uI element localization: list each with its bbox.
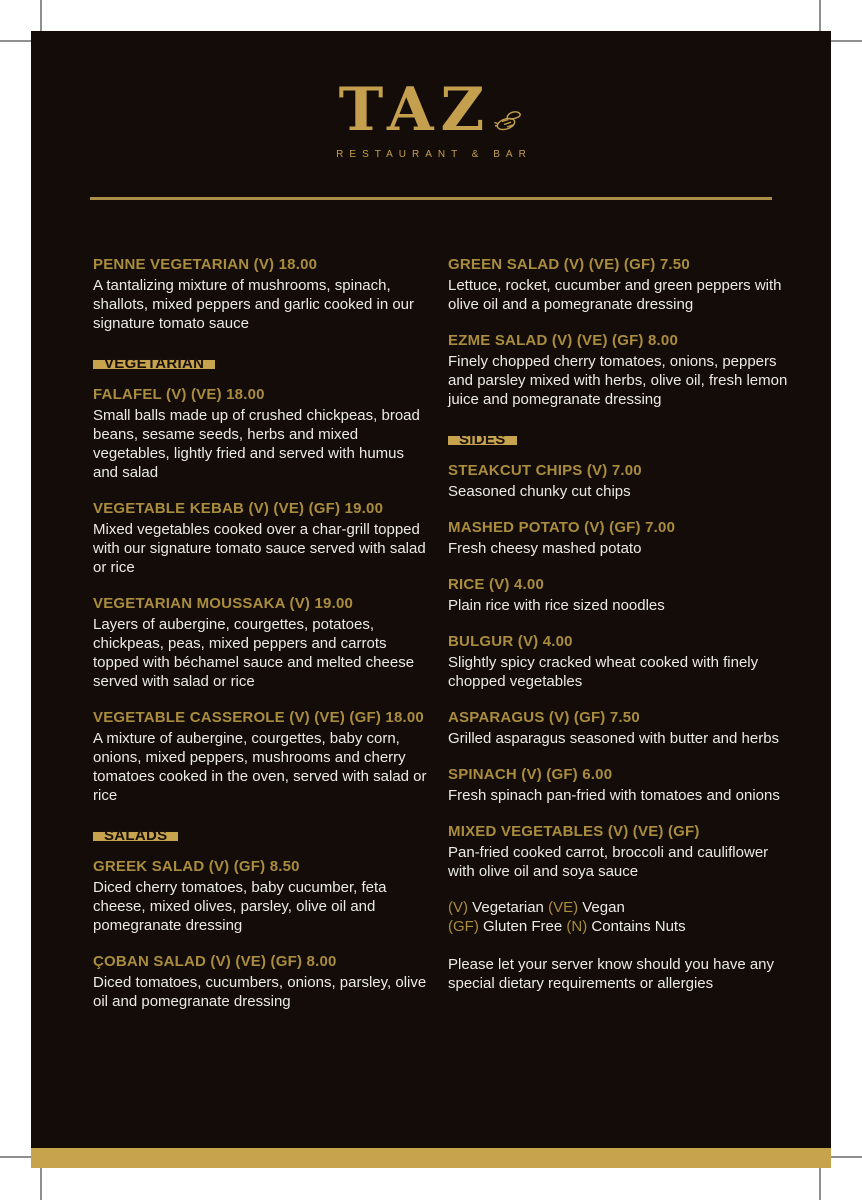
menu-item-spinach: [448, 765, 798, 805]
menu-item-asparagus: [448, 708, 798, 748]
logo-subtitle: RESTAURANT & BAR: [336, 149, 532, 160]
item-title: VEGETABLE KEBAB (V) (VE) (GF) 19.00: [93, 500, 384, 517]
item-title: SPINACH (V) (GF) 6.00: [448, 766, 613, 783]
crop-mark-bottom-right-vertical: [819, 1164, 821, 1200]
menu-item-coban-salad: [93, 952, 428, 1011]
item-description: Plain rice with rice sized noodles: [448, 597, 665, 614]
legend-gf-tag: (GF): [448, 918, 479, 935]
item-title: EZME SALAD (V) (VE) (GF) 8.00: [448, 332, 679, 349]
item-title: GREEK SALAD (V) (GF) 8.50: [93, 858, 300, 875]
item-description: Diced tomatoes, cucumbers, onions, parsley, olive oil and pomegranate dressing: [93, 974, 427, 1010]
logo-wordmark: TAZ: [338, 75, 492, 145]
item-description: Finely chopped cherry tomatoes, onions, peppers and parsley mixed with herbs, olive oil, fresh lemon juice and pomegranate dressing: [448, 353, 788, 408]
menu-item-bulgur: [448, 632, 798, 691]
item-title: GREEN SALAD (V) (VE) (GF) 7.50: [448, 256, 690, 273]
section-badge-salads: SALADS: [93, 832, 178, 841]
menu-content: [93, 255, 798, 1028]
menu-item-greek-salad: [93, 857, 428, 935]
item-title: ASPARAGUS (V) (GF) 7.50: [448, 709, 640, 726]
menu-item-falafel: [93, 385, 428, 482]
item-title: BULGUR (V) 4.00: [448, 633, 573, 650]
item-title: FALAFEL (V) (VE) 18.00: [93, 386, 265, 403]
dietary-legend: [448, 898, 798, 936]
allergy-note: Please let your server know should you have any special dietary requirements or allergies: [448, 956, 775, 992]
item-description: Fresh spinach pan-fried with tomatoes and onions: [448, 787, 780, 804]
item-description: Small balls made up of crushed chickpeas, broad beans, sesame seeds, herbs and mixed vegetables, lightly fried and served with humus and salad: [93, 407, 420, 481]
section-vegetarian-wrap: [93, 347, 428, 385]
crop-mark-top-right-horizontal: [826, 40, 862, 42]
item-description: A tantalizing mixture of mushrooms, spinach, shallots, mixed peppers and garlic cooked in our signature tomato sauce: [93, 277, 415, 332]
menu-item-rice: [448, 575, 798, 615]
item-title: MIXED VEGETABLES (V) (VE) (GF): [448, 823, 700, 840]
item-title: STEAKCUT CHIPS (V) 7.00: [448, 462, 642, 479]
legend-ve-tag: (VE): [548, 899, 579, 916]
menu-item-vegetarian-moussaka: [93, 594, 428, 691]
crop-mark-bottom-right-horizontal: [826, 1156, 862, 1158]
item-description: Seasoned chunky cut chips: [448, 483, 631, 500]
legend-n-tag: (N): [566, 918, 588, 935]
item-description: Fresh cheesy mashed potato: [448, 540, 642, 557]
item-title: MASHED POTATO (V) (GF) 7.00: [448, 519, 676, 536]
item-description: A mixture of aubergine, courgettes, baby corn, onions, mixed peppers, mushrooms and cherry tomatoes cooked in the oven, served with salad or rice: [93, 730, 427, 804]
item-description: Lettuce, rocket, cucumber and green peppers with olive oil and a pomegranate dressing: [448, 277, 782, 313]
menu-item-steakcut-chips: [448, 461, 798, 501]
item-description: Grilled asparagus seasoned with butter and herbs: [448, 730, 780, 747]
legend-ve-label: Vegan: [582, 899, 625, 916]
bee-icon: [493, 106, 523, 137]
item-title: PENNE VEGETARIAN (V) 18.00: [93, 256, 318, 273]
item-description: Layers of aubergine, courgettes, potatoes, chickpeas, peas, mixed peppers and carrots topped with béchamel sauce and melted cheese served with salad or rice: [93, 616, 415, 690]
section-sides-wrap: [448, 423, 798, 461]
menu-column-left: [93, 255, 428, 1028]
item-title: ÇOBAN SALAD (V) (VE) (GF) 8.00: [93, 953, 337, 970]
section-badge-sides: SIDES: [448, 436, 517, 445]
menu-item-mashed-potato: [448, 518, 798, 558]
section-badge-vegetarian: VEGETARIAN: [93, 360, 215, 369]
gold-divider-rule: [90, 197, 772, 200]
menu-item-mixed-vegetables: [448, 822, 798, 881]
item-title: VEGETARIAN MOUSSAKA (V) 19.00: [93, 595, 354, 612]
legend-v-label: Vegetarian: [472, 899, 544, 916]
menu-item-ezme-salad: [448, 331, 798, 409]
menu-item-vegetable-casserole: [93, 708, 428, 805]
item-description: Pan-fried cooked carrot, broccoli and cauliflower with olive oil and soya sauce: [448, 844, 769, 880]
item-description: Mixed vegetables cooked over a char-grill topped with our signature tomato sauce served with salad or rice: [93, 521, 426, 576]
gold-bottom-bar: [31, 1148, 831, 1168]
menu-page: [31, 31, 831, 1168]
legend-n-label: Contains Nuts: [591, 918, 686, 935]
crop-mark-bottom-left-vertical: [40, 1164, 42, 1200]
item-description: Diced cherry tomatoes, baby cucumber, feta cheese, mixed olives, parsley, olive oil and pomegranate dressing: [93, 879, 387, 934]
legend-gf-label: Gluten Free: [483, 918, 563, 935]
section-salads-wrap: [93, 819, 428, 857]
menu-item-penne-vegetarian: [93, 255, 428, 333]
menu-item-green-salad: [448, 255, 798, 314]
menu-column-right: [448, 255, 798, 1028]
legend-v-tag: (V): [448, 899, 468, 916]
restaurant-logo: [31, 75, 831, 160]
item-title: RICE (V) 4.00: [448, 576, 544, 593]
item-description: Slightly spicy cracked wheat cooked with finely chopped vegetables: [448, 654, 759, 690]
menu-item-vegetable-kebab: [93, 499, 428, 577]
item-title: VEGETABLE CASSEROLE (V) (VE) (GF) 18.00: [93, 709, 424, 726]
